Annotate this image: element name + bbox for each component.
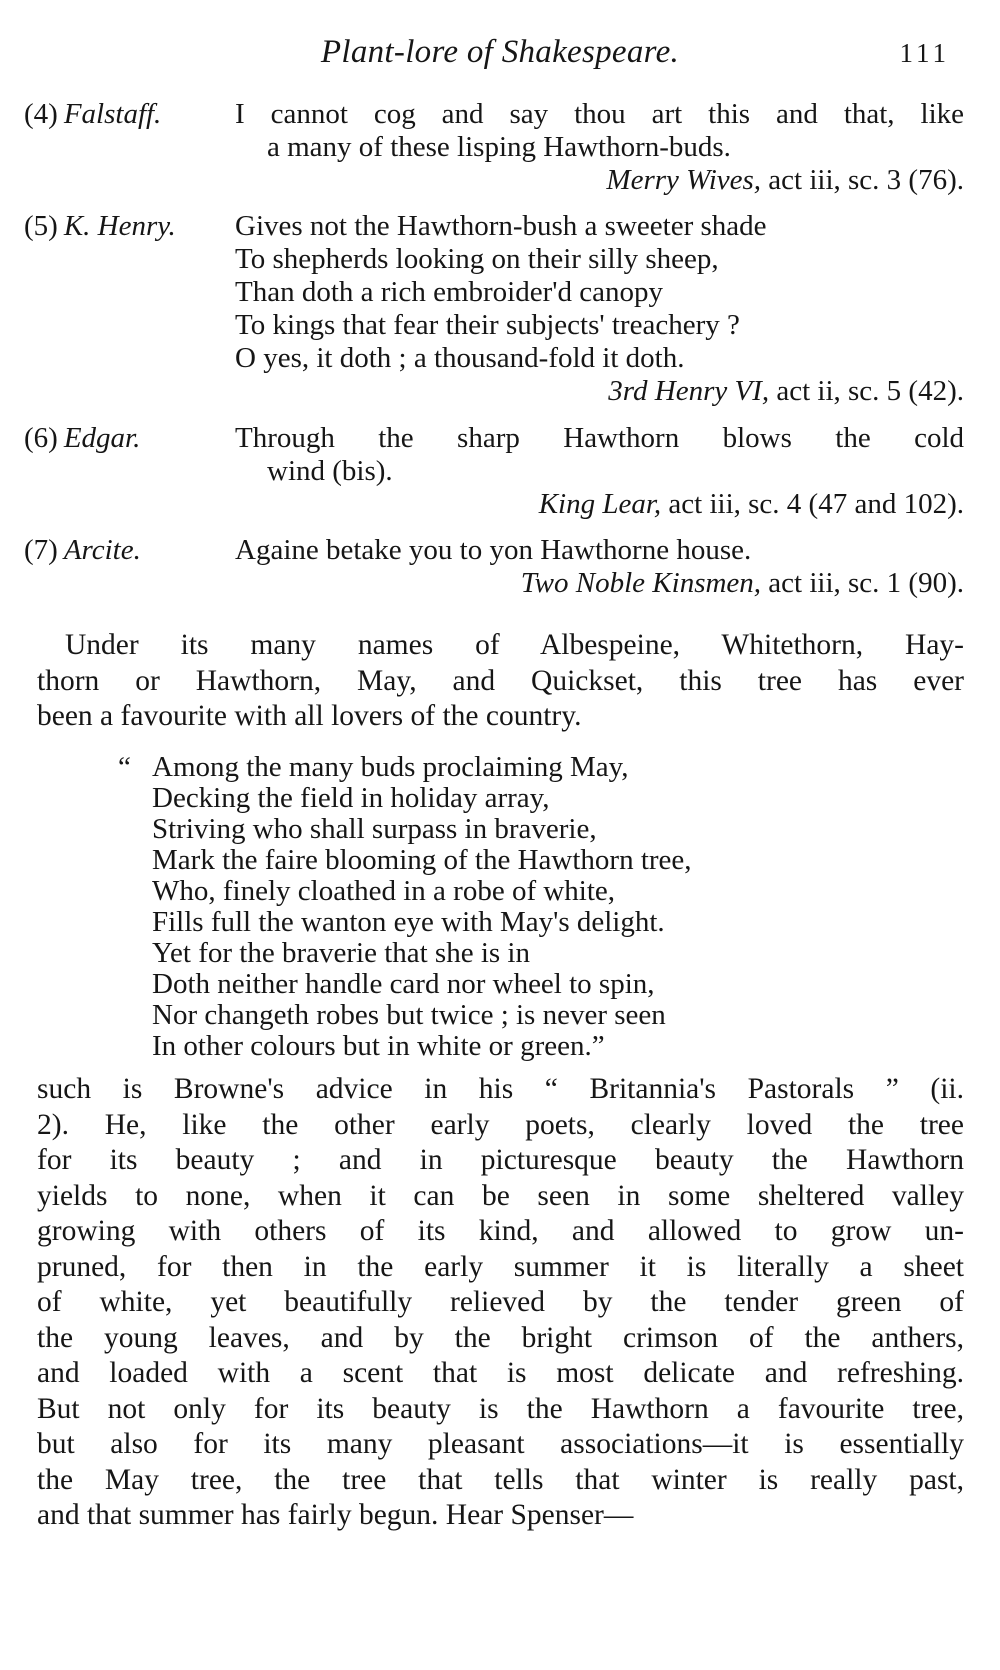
paragraph-line: Under its many names of Albespeine, Whitethorn, Hay- [65, 629, 964, 661]
poem-line: In other colours but in white or green.” [152, 1030, 605, 1062]
paragraph-line: and that summer has fairly begun. Hear Spenser— [37, 1499, 634, 1531]
poem-line: Striving who shall surpass in braverie, [152, 813, 597, 845]
quote-line: To shepherds looking on their silly sheep, [235, 243, 719, 275]
poem-line: Nor changeth robes but twice ; is never seen [152, 999, 666, 1031]
paragraph-line: but also for its many pleasant associations—it is essentially [37, 1428, 964, 1460]
poem-line: Decking the field in holiday array, [152, 782, 550, 814]
quote-line: O yes, it doth ; a thousand-fold it doth. [235, 342, 685, 374]
quotation-number: (6) Edgar. [24, 422, 141, 454]
speaker-name: Edgar. [63, 422, 141, 454]
quote-line: Through the sharp Hawthorn blows the cold [235, 422, 964, 454]
paragraph-line: the May tree, the tree that tells that winter is really past, [37, 1463, 964, 1496]
paragraph-line: thorn or Hawthorn, May, and Quickset, this tree has ever [37, 664, 964, 697]
quote-line: I cannot cog and say thou art this and that, like [235, 98, 964, 130]
paragraph-line: such is Browne's advice in his “ Britannia's Pastorals ” (ii. [37, 1073, 964, 1105]
paragraph-line: been a favourite with all lovers of the country. [37, 700, 582, 732]
page-header [0, 34, 1000, 74]
quote-source: 3rd Henry VI, act ii, sc. 5 (42). [608, 375, 964, 407]
poem-line: Yet for the braverie that she is in [152, 937, 530, 969]
poem-line: “ Among the many buds proclaiming May, [118, 751, 629, 783]
paragraph-line: of white, yet beautifully relieved by the tender green of [37, 1286, 964, 1318]
paragraph-line: the young leaves, and by the bright crimson of the anthers, [37, 1321, 964, 1354]
quote-line: Than doth a rich embroider'd canopy [235, 276, 663, 308]
quote-source: Merry Wives, act iii, sc. 3 (76). [606, 164, 964, 196]
running-title: Plant-lore of Shakespeare. [320, 34, 680, 70]
quote-source: Two Noble Kinsmen, act iii, sc. 1 (90). [520, 567, 964, 599]
paragraph-line: and loaded with a scent that is most delicate and refreshing. [37, 1357, 964, 1389]
poem-line: Fills full the wanton eye with May's delight. [152, 906, 665, 938]
page-number: 111 [899, 38, 950, 68]
paragraph-line: growing with others of its kind, and allowed to grow un- [37, 1215, 964, 1247]
quotation-number: (4) Falstaff. [24, 98, 162, 130]
quote-line: Againe betake you to yon Hawthorne house. [235, 534, 752, 566]
speaker-name: K. Henry. [63, 210, 176, 242]
quotation-number: (7) Arcite. [24, 534, 141, 566]
quote-line: a many of these lisping Hawthorn-buds. [267, 131, 731, 163]
speaker-name: Falstaff. [63, 98, 162, 130]
poem-line: Mark the faire blooming of the Hawthorn tree, [152, 844, 692, 876]
paragraph-browne [37, 1072, 964, 1534]
paragraph-line: for its beauty ; and in picturesque beauty the Hawthorn [37, 1144, 964, 1176]
browne-poem [118, 752, 878, 1062]
poem-line: Who, finely cloathed in a robe of white, [152, 875, 616, 907]
paragraph-line: pruned, for then in the early summer it is literally a sheet [37, 1250, 964, 1283]
paragraph-line: But not only for its beauty is the Hawthorn a favourite tree, [37, 1392, 964, 1425]
speaker-name: Arcite. [63, 534, 141, 566]
quote-line: Gives not the Hawthorn-bush a sweeter shade [235, 210, 767, 242]
quotation-number: (5) K. Henry. [24, 210, 176, 242]
paragraph-names [37, 628, 964, 735]
paragraph-line: yields to none, when it can be seen in some sheltered valley [37, 1179, 964, 1212]
poem-line: Doth neither handle card nor wheel to spin, [152, 968, 655, 1000]
quote-line: wind (bis). [267, 455, 393, 487]
paragraph-line: 2). He, like the other early poets, clearly loved the tree [37, 1108, 964, 1141]
quote-source: King Lear, act iii, sc. 4 (47 and 102). [538, 488, 964, 520]
quote-line: To kings that fear their subjects' treachery ? [235, 309, 740, 341]
